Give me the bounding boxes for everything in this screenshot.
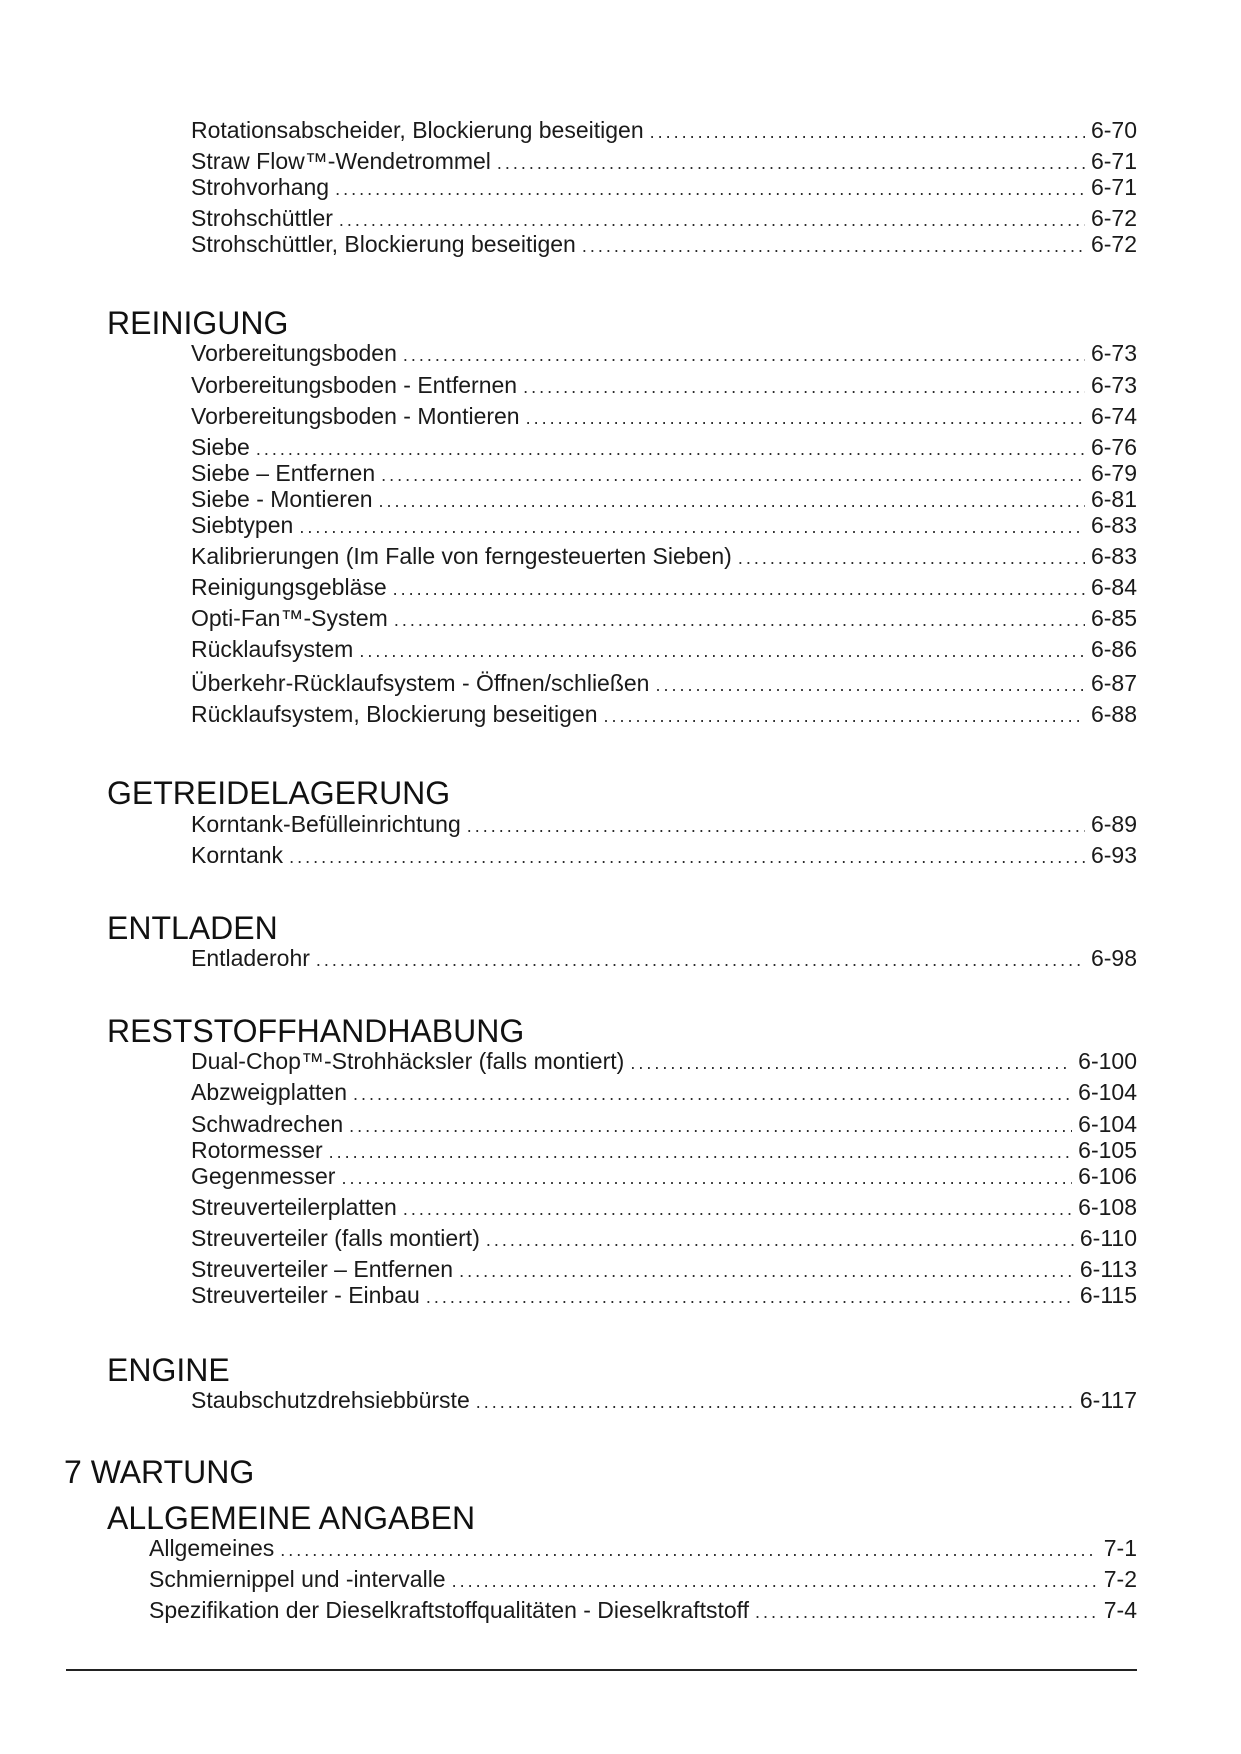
toc-entry-page: 6-71 xyxy=(1090,148,1137,174)
toc-entry-title: Rotationsabscheider, Blockierung beseitigen xyxy=(191,117,644,143)
dot-leader xyxy=(497,148,1085,177)
toc-entry[interactable] xyxy=(191,1225,1137,1254)
toc-entry[interactable] xyxy=(191,117,1137,146)
toc-entry-page: 6-104 xyxy=(1078,1079,1137,1105)
dot-leader xyxy=(299,512,1085,541)
toc-entry-title: Spezifikation der Dieselkraftstoffqualitäten - Dieselkraftstoff xyxy=(149,1597,749,1623)
toc-entry-title: Strohvorhang xyxy=(191,174,330,200)
toc-entry-title: Kalibrierungen (Im Falle von ferngesteuerten Sieben) xyxy=(191,543,732,569)
toc-entry[interactable] xyxy=(191,1111,1137,1140)
toc-entry-title: Staubschutzdrehsiebbürste xyxy=(191,1387,470,1413)
toc-entry-page: 7-1 xyxy=(1103,1535,1137,1561)
toc-entry-page: 7-4 xyxy=(1103,1597,1137,1623)
toc-entry-page: 6-84 xyxy=(1090,574,1137,600)
toc-entry-title: Überkehr-Rücklaufsystem - Öffnen/schließen xyxy=(191,670,650,696)
toc-entry[interactable] xyxy=(191,842,1137,871)
toc-entry[interactable] xyxy=(191,434,1137,463)
chapter-heading-wartung: 7 WARTUNG xyxy=(64,1454,255,1490)
footer-rule xyxy=(66,1669,1137,1671)
dot-leader xyxy=(359,636,1085,665)
toc-entry[interactable] xyxy=(191,1387,1137,1416)
toc-entry[interactable] xyxy=(191,340,1137,369)
toc-entry-title: Abzweigplatten xyxy=(191,1079,347,1105)
dot-leader xyxy=(329,1137,1073,1166)
dot-leader xyxy=(426,1282,1074,1311)
dot-leader xyxy=(339,205,1085,234)
toc-entry-title: Korntank xyxy=(191,842,284,868)
toc-entry-title: Rücklaufsystem xyxy=(191,636,354,662)
toc-entry-page: 6-83 xyxy=(1090,543,1137,569)
toc-entry-title: Strohschüttler xyxy=(191,205,333,231)
toc-entry[interactable] xyxy=(191,1282,1137,1311)
dot-leader xyxy=(393,574,1085,603)
section-heading-engine: ENGINE xyxy=(107,1352,230,1388)
toc-entry-title: Schmiernippel und -intervalle xyxy=(149,1566,446,1592)
toc-entry[interactable] xyxy=(191,372,1137,401)
toc-entry-page: 6-70 xyxy=(1090,117,1137,143)
toc-entry-page: 6-81 xyxy=(1090,486,1137,512)
toc-entry[interactable] xyxy=(191,1137,1137,1166)
dot-leader xyxy=(738,543,1085,572)
toc-entry-title: Siebe – Entfernen xyxy=(191,460,376,486)
dot-leader xyxy=(630,1048,1072,1077)
dot-leader xyxy=(650,117,1085,146)
toc-entry[interactable] xyxy=(191,148,1137,177)
toc-entry[interactable] xyxy=(191,1079,1137,1108)
toc-entry[interactable] xyxy=(149,1566,1137,1595)
toc-entry[interactable] xyxy=(191,670,1137,699)
dot-leader xyxy=(341,1163,1072,1192)
toc-entry-title: Rücklaufsystem, Blockierung beseitigen xyxy=(191,701,598,727)
toc-entry-title: Schwadrechen xyxy=(191,1111,344,1137)
toc-entry-page: 6-72 xyxy=(1090,231,1137,257)
toc-entry[interactable] xyxy=(149,1597,1137,1626)
toc-entry-title: Straw Flow™-Wendetrommel xyxy=(191,148,491,174)
dot-leader xyxy=(335,174,1085,203)
toc-entry[interactable] xyxy=(191,701,1137,730)
toc-entry[interactable] xyxy=(149,1535,1137,1564)
toc-entry-title: Siebtypen xyxy=(191,512,294,538)
toc-entry-title: Entladerohr xyxy=(191,945,310,971)
toc-entry-page: 6-73 xyxy=(1090,372,1137,398)
toc-entry-title: Rotormesser xyxy=(191,1137,323,1163)
toc-entry-page: 6-93 xyxy=(1090,842,1137,868)
toc-entry-title: Strohschüttler, Blockierung beseitigen xyxy=(191,231,576,257)
dot-leader xyxy=(655,670,1084,699)
toc-entry[interactable] xyxy=(191,403,1137,432)
toc-entry-title: Vorbereitungsboden - Entfernen xyxy=(191,372,518,398)
dot-leader xyxy=(280,1535,1097,1564)
dot-leader xyxy=(582,231,1085,260)
toc-entry-page: 6-86 xyxy=(1090,636,1137,662)
dot-leader xyxy=(403,1194,1072,1223)
dot-leader xyxy=(452,1566,1098,1595)
toc-entry-page: 6-71 xyxy=(1090,174,1137,200)
toc-entry-page: 6-100 xyxy=(1078,1048,1137,1074)
toc-entry-title: Streuverteiler - Einbau xyxy=(191,1282,420,1308)
toc-entry-page: 6-83 xyxy=(1090,512,1137,538)
toc-entry-page: 6-105 xyxy=(1078,1137,1137,1163)
toc-entry-title: Siebe xyxy=(191,434,250,460)
toc-entry-page: 6-108 xyxy=(1078,1194,1137,1220)
toc-entry-title: Gegenmesser xyxy=(191,1163,336,1189)
toc-entry[interactable] xyxy=(191,811,1137,840)
toc-entry-page: 6-113 xyxy=(1079,1256,1137,1282)
toc-entry-title: Reinigungsgebläse xyxy=(191,574,387,600)
toc-entry[interactable] xyxy=(191,460,1137,489)
toc-entry-page: 6-89 xyxy=(1090,811,1137,837)
dot-leader xyxy=(459,1256,1074,1285)
dot-leader xyxy=(467,811,1085,840)
toc-entry-page: 6-87 xyxy=(1090,670,1137,696)
toc-entry[interactable] xyxy=(191,1163,1137,1192)
toc-entry[interactable] xyxy=(191,574,1137,603)
toc-entry-page: 6-110 xyxy=(1079,1225,1137,1251)
dot-leader xyxy=(523,372,1085,401)
toc-entry-page: 6-85 xyxy=(1090,605,1137,631)
toc-entry[interactable] xyxy=(191,1194,1137,1223)
toc-entry[interactable] xyxy=(191,205,1137,234)
dot-leader xyxy=(755,1597,1098,1626)
toc-entry-page: 6-98 xyxy=(1090,945,1137,971)
dot-leader xyxy=(353,1079,1072,1108)
toc-entry[interactable] xyxy=(191,1256,1137,1285)
toc-entry-title: Dual-Chop™-Strohhäcksler (falls montiert) xyxy=(191,1048,625,1074)
dot-leader xyxy=(486,1225,1074,1254)
toc-entry[interactable] xyxy=(191,605,1137,634)
dot-leader xyxy=(349,1111,1072,1140)
toc-entry-page: 6-79 xyxy=(1090,460,1137,486)
dot-leader xyxy=(394,605,1085,634)
toc-entry-title: Streuverteiler – Entfernen xyxy=(191,1256,454,1282)
toc-entry-page: 6-73 xyxy=(1090,340,1137,366)
toc-entry-title: Streuverteiler (falls montiert) xyxy=(191,1225,480,1251)
dot-leader xyxy=(381,460,1085,489)
toc-entry-title: Streuverteilerplatten xyxy=(191,1194,397,1220)
dot-leader xyxy=(379,486,1085,515)
toc-entry-title: Korntank-Befülleinrichtung xyxy=(191,811,461,837)
section-heading-reinigung: REINIGUNG xyxy=(107,305,289,341)
toc-entry[interactable] xyxy=(191,636,1137,665)
dot-leader xyxy=(289,842,1085,871)
section-heading-entladen: ENTLADEN xyxy=(107,910,278,946)
toc-entry-page: 6-88 xyxy=(1090,701,1137,727)
toc-entry[interactable] xyxy=(191,486,1137,515)
dot-leader xyxy=(604,701,1085,730)
toc-entry-title: Siebe - Montieren xyxy=(191,486,373,512)
toc-entry-page: 7-2 xyxy=(1103,1566,1137,1592)
toc-entry-title: Allgemeines xyxy=(149,1535,275,1561)
dot-leader xyxy=(403,340,1085,369)
toc-entry-page: 6-76 xyxy=(1090,434,1137,460)
dot-leader xyxy=(476,1387,1074,1416)
toc-entry-page: 6-74 xyxy=(1090,403,1137,429)
toc-entry[interactable] xyxy=(191,174,1137,203)
toc-entry-page: 6-72 xyxy=(1090,205,1137,231)
toc-entry[interactable] xyxy=(191,1048,1137,1077)
toc-entry-page: 6-104 xyxy=(1078,1111,1137,1137)
section-heading-reststoffhandhabung: RESTSTOFFHANDHABUNG xyxy=(107,1013,525,1049)
dot-leader xyxy=(256,434,1085,463)
toc-entry-page: 6-117 xyxy=(1079,1387,1137,1413)
toc-entry[interactable] xyxy=(191,512,1137,541)
dot-leader xyxy=(316,945,1085,974)
dot-leader xyxy=(526,403,1085,432)
toc-entry[interactable] xyxy=(191,945,1137,974)
section-heading-allgemeine-angaben: ALLGEMEINE ANGABEN xyxy=(107,1500,476,1536)
toc-entry-title: Vorbereitungsboden - Montieren xyxy=(191,403,520,429)
toc-entry-page: 6-106 xyxy=(1078,1163,1137,1189)
section-heading-getreidelagerung: GETREIDELAGERUNG xyxy=(107,775,451,811)
toc-entry-title: Vorbereitungsboden xyxy=(191,340,397,366)
toc-entry[interactable] xyxy=(191,543,1137,572)
toc-entry-title: Opti-Fan™-System xyxy=(191,605,388,631)
toc-entry-page: 6-115 xyxy=(1079,1282,1137,1308)
toc-entry[interactable] xyxy=(191,231,1137,260)
